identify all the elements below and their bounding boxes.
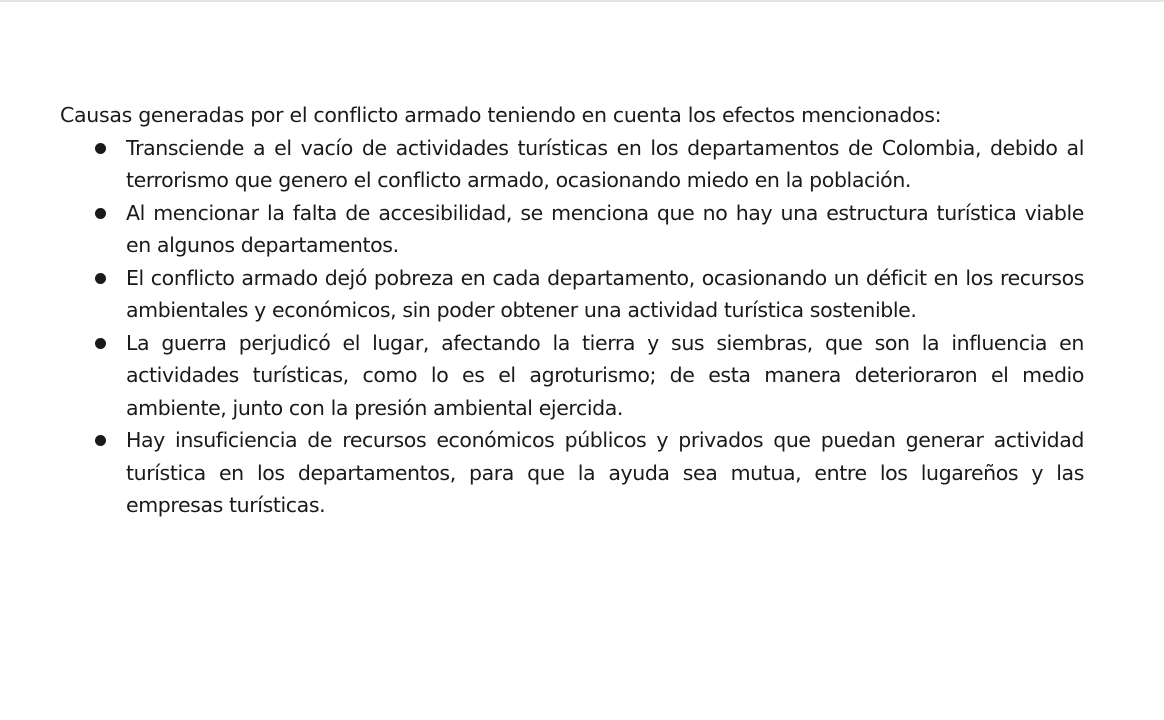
bullet-icon bbox=[95, 338, 106, 349]
list-item-text: Hay insuficiencia de recursos económicos públicos y privados que puedan generar actividad turística en los departamentos, para que la ayuda sea mutua, entre los lugareños y las empresas turísticas. bbox=[126, 428, 1084, 517]
list-item-text: El conflicto armado dejó pobreza en cada departamento, ocasionando un déficit en los recursos ambientales y económicos, sin poder obtener una actividad turística sostenible. bbox=[126, 265, 1084, 322]
document-body bbox=[60, 99, 1084, 522]
list-item bbox=[60, 424, 1084, 522]
bullet-icon bbox=[95, 143, 106, 154]
bullet-icon bbox=[95, 208, 106, 219]
list-item bbox=[60, 197, 1084, 262]
bullet-list bbox=[60, 132, 1084, 522]
list-item bbox=[60, 327, 1084, 425]
list-item-text: La guerra perjudicó el lugar, afectando la tierra y sus siembras, que son la influencia en actividades turísticas, como lo es el agroturismo; de esta manera deterioraron el medio ambiente, junto con la presión ambiental ejercida. bbox=[126, 330, 1084, 420]
list-item-text: Al mencionar la falta de accesibilidad, se menciona que no hay una estructura turística viable en algunos departamentos. bbox=[126, 200, 1084, 257]
list-item-text: Transciende a el vacío de actividades turísticas en los departamentos de Colombia, debido al terrorismo que genero el conflicto armado, ocasionando miedo en la población. bbox=[126, 135, 1084, 192]
list-item bbox=[60, 132, 1084, 197]
intro-paragraph: Causas generadas por el conflicto armado teniendo en cuenta los efectos mencionados: bbox=[60, 103, 942, 127]
list-item bbox=[60, 262, 1084, 327]
bullet-icon bbox=[95, 435, 106, 446]
page-top-border bbox=[0, 0, 1164, 2]
bullet-icon bbox=[95, 273, 106, 284]
